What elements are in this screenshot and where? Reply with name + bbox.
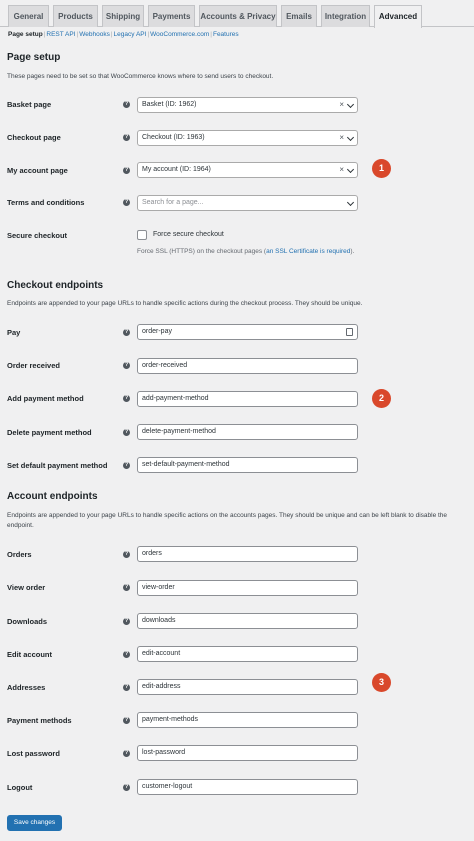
order-received-label: Order received [7, 361, 60, 370]
account-endpoints-heading: Account endpoints [7, 491, 98, 502]
help-icon[interactable]: ? [124, 199, 129, 205]
help-icon[interactable]: ? [124, 651, 129, 657]
checkout-endpoints-description: Endpoints are appended to your page URLs to handle specific actions during the checkout process. They should be unique. [7, 300, 363, 307]
help-icon[interactable]: ? [124, 329, 129, 335]
order-received-endpoint-input[interactable]: order-received [137, 358, 358, 374]
annotation-badge-2: 2 [372, 389, 391, 408]
help-icon[interactable]: ? [124, 395, 129, 401]
delete-payment-method-endpoint-input[interactable]: delete-payment-method [137, 424, 358, 440]
tab-integration[interactable]: Integration [321, 5, 370, 27]
annotation-badge-3: 3 [372, 673, 391, 692]
force-secure-label[interactable]: Force secure checkout [153, 231, 224, 238]
addresses-label: Addresses [7, 683, 46, 692]
page-setup-description: These pages need to be set so that WooCommerce knows where to send users to checkout. [7, 73, 274, 80]
help-icon[interactable]: ? [124, 750, 129, 756]
tab-accounts-privacy[interactable]: Accounts & Privacy [199, 5, 277, 27]
view-order-label: View order [7, 583, 46, 592]
my-account-page-value: My account (ID: 1964) [142, 166, 211, 173]
help-icon[interactable]: ? [124, 684, 129, 690]
help-icon[interactable]: ? [124, 362, 129, 368]
subnav-webhooks[interactable]: Webhooks [79, 31, 110, 38]
page-setup-heading: Page setup [7, 52, 61, 63]
set-default-payment-method-endpoint-input[interactable]: set-default-payment-method [137, 457, 358, 473]
pay-label: Pay [7, 328, 21, 337]
payment-methods-label: Payment methods [7, 716, 72, 725]
basket-page-label: Basket page [7, 100, 52, 109]
help-icon[interactable]: ? [124, 101, 129, 107]
help-icon[interactable]: ? [124, 167, 129, 173]
tab-payments[interactable]: Payments [148, 5, 195, 27]
terms-page-placeholder: Search for a page... [142, 199, 204, 206]
clear-icon[interactable]: × [339, 100, 344, 109]
tab-emails[interactable]: Emails [281, 5, 317, 27]
checkout-page-label: Checkout page [7, 133, 61, 142]
checkout-page-value: Checkout (ID: 1963) [142, 134, 205, 141]
subnav-woocommerce-com[interactable]: WooCommerce.com [150, 31, 210, 38]
force-secure-checkbox[interactable] [137, 230, 147, 240]
pay-endpoint-value: order-pay [142, 328, 172, 335]
basket-page-value: Basket (ID: 1962) [142, 101, 197, 108]
tab-shipping[interactable]: Shipping [102, 5, 144, 27]
basket-page-select[interactable] [137, 97, 358, 113]
help-icon[interactable]: ? [124, 429, 129, 435]
save-changes-button[interactable]: Save changes [7, 815, 62, 831]
my-account-page-label: My account page [7, 166, 68, 175]
set-default-payment-method-label: Set default payment method [7, 461, 108, 470]
clear-icon[interactable]: × [339, 165, 344, 174]
chevron-down-icon [347, 101, 354, 108]
subnav-legacy-api[interactable]: Legacy API [113, 31, 147, 38]
annotation-badge-1: 1 [372, 159, 391, 178]
orders-label: Orders [7, 550, 32, 559]
clear-icon[interactable]: × [339, 133, 344, 142]
autofill-key-icon[interactable] [346, 328, 353, 336]
checkout-page-select[interactable] [137, 130, 358, 146]
terms-label: Terms and conditions [7, 198, 85, 207]
terms-page-select[interactable] [137, 195, 358, 211]
account-endpoints-description: Endpoints are appended to your page URLs to handle specific actions on the accounts pages. They should be unique and can be left blank to disable the endpoint. [7, 512, 448, 529]
help-icon[interactable]: ? [124, 618, 129, 624]
chevron-down-icon [347, 166, 354, 173]
pay-endpoint-input[interactable] [137, 324, 358, 340]
chevron-down-icon [347, 134, 354, 141]
help-icon[interactable]: ? [124, 134, 129, 140]
subnav-rest-api[interactable]: REST API [46, 31, 76, 38]
tab-advanced[interactable]: Advanced [374, 5, 422, 28]
payment-methods-endpoint-input[interactable]: payment-methods [137, 712, 358, 728]
edit-account-endpoint-input[interactable]: edit-account [137, 646, 358, 662]
orders-endpoint-input[interactable]: orders [137, 546, 358, 562]
help-icon[interactable]: ? [124, 584, 129, 590]
downloads-endpoint-input[interactable]: downloads [137, 613, 358, 629]
view-order-endpoint-input[interactable]: view-order [137, 580, 358, 596]
settings-tabs [0, 5, 474, 27]
help-icon[interactable]: ? [124, 717, 129, 723]
chevron-down-icon [347, 199, 354, 206]
edit-account-label: Edit account [7, 650, 53, 659]
logout-label: Logout [7, 783, 33, 792]
subnav: Page setup|REST API|Webhooks|Legacy API|WooCommerce.com|Features [8, 31, 239, 38]
delete-payment-method-label: Delete payment method [7, 428, 92, 437]
my-account-page-select[interactable] [137, 162, 358, 178]
add-payment-method-endpoint-input[interactable]: add-payment-method [137, 391, 358, 407]
help-icon[interactable]: ? [124, 551, 129, 557]
checkout-endpoints-heading: Checkout endpoints [7, 280, 104, 291]
subnav-page-setup[interactable]: Page setup [8, 31, 43, 38]
ssl-note: Force SSL (HTTPS) on the checkout pages (an SSL Certificate is required). [137, 248, 355, 255]
downloads-label: Downloads [7, 617, 48, 626]
help-icon[interactable]: ? [124, 784, 129, 790]
add-payment-method-label: Add payment method [7, 394, 84, 403]
logout-endpoint-input[interactable]: customer-logout [137, 779, 358, 795]
addresses-endpoint-input[interactable]: edit-address [137, 679, 358, 695]
subnav-features[interactable]: Features [212, 31, 239, 38]
help-icon[interactable]: ? [124, 462, 129, 468]
tab-products[interactable]: Products [53, 5, 98, 27]
tab-general[interactable]: General [8, 5, 49, 27]
secure-checkout-label: Secure checkout [7, 231, 68, 240]
lost-password-label: Lost password [7, 749, 60, 758]
ssl-certificate-link[interactable]: an SSL Certificate is required [266, 248, 351, 255]
lost-password-endpoint-input[interactable]: lost-password [137, 745, 358, 761]
